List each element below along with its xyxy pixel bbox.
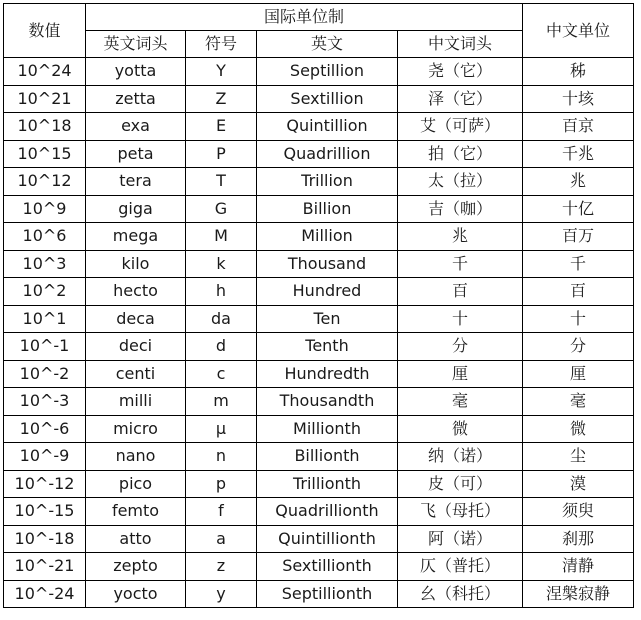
cell-value: 10^-3 <box>4 388 86 416</box>
cell-zh-prefix: 吉（咖） <box>398 195 523 223</box>
cell-zh-prefix: 飞（母托） <box>398 498 523 526</box>
header-zh-prefix: 中文词头 <box>398 31 523 58</box>
cell-en-prefix: yotta <box>86 58 186 86</box>
header-english: 英文 <box>257 31 398 58</box>
cell-en-prefix: nano <box>86 443 186 471</box>
cell-en-prefix: milli <box>86 388 186 416</box>
cell-english: Million <box>257 223 398 251</box>
cell-en-prefix: mega <box>86 223 186 251</box>
table-row <box>4 250 634 278</box>
table-row <box>4 525 634 553</box>
table-row <box>4 470 634 498</box>
table-row <box>4 168 634 196</box>
table-row <box>4 388 634 416</box>
cell-en-prefix: pico <box>86 470 186 498</box>
header-en-prefix: 英文词头 <box>86 31 186 58</box>
table-row <box>4 58 634 86</box>
cell-zh-prefix: 仄（普托） <box>398 553 523 581</box>
table-row <box>4 195 634 223</box>
cell-en-prefix: atto <box>86 525 186 553</box>
cell-value: 10^21 <box>4 85 86 113</box>
cell-english: Tenth <box>257 333 398 361</box>
cell-zh-unit: 百 <box>523 278 634 306</box>
cell-zh-prefix: 幺（科托） <box>398 580 523 608</box>
cell-zh-prefix: 兆 <box>398 223 523 251</box>
cell-symbol: da <box>186 305 257 333</box>
cell-zh-prefix: 泽（它） <box>398 85 523 113</box>
cell-zh-prefix: 纳（诺） <box>398 443 523 471</box>
cell-symbol: f <box>186 498 257 526</box>
cell-zh-prefix: 千 <box>398 250 523 278</box>
cell-zh-prefix: 毫 <box>398 388 523 416</box>
cell-symbol: P <box>186 140 257 168</box>
cell-english: Ten <box>257 305 398 333</box>
cell-symbol: m <box>186 388 257 416</box>
cell-value: 10^-1 <box>4 333 86 361</box>
header-row-1 <box>4 4 634 31</box>
header-symbol: 符号 <box>186 31 257 58</box>
table-row <box>4 553 634 581</box>
cell-value: 10^-21 <box>4 553 86 581</box>
cell-symbol: z <box>186 553 257 581</box>
cell-value: 10^-18 <box>4 525 86 553</box>
cell-en-prefix: zepto <box>86 553 186 581</box>
cell-en-prefix: tera <box>86 168 186 196</box>
cell-value: 10^-24 <box>4 580 86 608</box>
cell-en-prefix: yocto <box>86 580 186 608</box>
cell-symbol: M <box>186 223 257 251</box>
cell-en-prefix: zetta <box>86 85 186 113</box>
table-row <box>4 223 634 251</box>
cell-zh-unit: 涅槃寂静 <box>523 580 634 608</box>
table-row <box>4 498 634 526</box>
cell-value: 10^12 <box>4 168 86 196</box>
cell-zh-prefix: 百 <box>398 278 523 306</box>
cell-symbol: μ <box>186 415 257 443</box>
cell-value: 10^2 <box>4 278 86 306</box>
table-row <box>4 140 634 168</box>
table-body <box>4 58 634 608</box>
cell-zh-unit: 厘 <box>523 360 634 388</box>
table-row <box>4 85 634 113</box>
cell-zh-prefix: 分 <box>398 333 523 361</box>
cell-symbol: T <box>186 168 257 196</box>
cell-value: 10^9 <box>4 195 86 223</box>
cell-zh-unit: 千 <box>523 250 634 278</box>
cell-symbol: E <box>186 113 257 141</box>
si-prefix-table <box>3 3 634 608</box>
cell-english: Thousand <box>257 250 398 278</box>
cell-english: Billionth <box>257 443 398 471</box>
cell-symbol: d <box>186 333 257 361</box>
cell-en-prefix: femto <box>86 498 186 526</box>
cell-value: 10^3 <box>4 250 86 278</box>
cell-en-prefix: deca <box>86 305 186 333</box>
cell-zh-unit: 毫 <box>523 388 634 416</box>
cell-zh-unit: 百万 <box>523 223 634 251</box>
table-row <box>4 113 634 141</box>
cell-zh-prefix: 尧（它） <box>398 58 523 86</box>
cell-zh-unit: 十 <box>523 305 634 333</box>
cell-zh-unit: 尘 <box>523 443 634 471</box>
cell-en-prefix: centi <box>86 360 186 388</box>
cell-english: Quintillion <box>257 113 398 141</box>
cell-symbol: k <box>186 250 257 278</box>
cell-zh-prefix: 太（拉） <box>398 168 523 196</box>
header-value: 数值 <box>4 4 86 58</box>
cell-zh-unit: 刹那 <box>523 525 634 553</box>
cell-zh-unit: 百京 <box>523 113 634 141</box>
cell-zh-prefix: 微 <box>398 415 523 443</box>
table-row <box>4 305 634 333</box>
cell-en-prefix: kilo <box>86 250 186 278</box>
table-row <box>4 333 634 361</box>
cell-zh-prefix: 拍（它） <box>398 140 523 168</box>
header-zh-unit: 中文单位 <box>523 4 634 58</box>
cell-english: Septillion <box>257 58 398 86</box>
cell-english: Millionth <box>257 415 398 443</box>
cell-zh-prefix: 艾（可萨） <box>398 113 523 141</box>
table-row <box>4 278 634 306</box>
cell-zh-unit: 兆 <box>523 168 634 196</box>
cell-value: 10^18 <box>4 113 86 141</box>
cell-zh-unit: 十垓 <box>523 85 634 113</box>
cell-english: Billion <box>257 195 398 223</box>
table-row <box>4 415 634 443</box>
cell-zh-unit: 漠 <box>523 470 634 498</box>
cell-en-prefix: giga <box>86 195 186 223</box>
cell-english: Septillionth <box>257 580 398 608</box>
cell-value: 10^-12 <box>4 470 86 498</box>
table-row <box>4 360 634 388</box>
cell-symbol: n <box>186 443 257 471</box>
cell-english: Hundredth <box>257 360 398 388</box>
cell-symbol: c <box>186 360 257 388</box>
cell-value: 10^1 <box>4 305 86 333</box>
cell-symbol: h <box>186 278 257 306</box>
cell-en-prefix: deci <box>86 333 186 361</box>
cell-english: Trillionth <box>257 470 398 498</box>
cell-zh-prefix: 皮（可） <box>398 470 523 498</box>
cell-english: Sextillionth <box>257 553 398 581</box>
cell-en-prefix: exa <box>86 113 186 141</box>
header-si-group: 国际单位制 <box>86 4 523 31</box>
cell-zh-prefix: 十 <box>398 305 523 333</box>
cell-symbol: G <box>186 195 257 223</box>
cell-english: Quadrillionth <box>257 498 398 526</box>
cell-english: Trillion <box>257 168 398 196</box>
cell-english: Thousandth <box>257 388 398 416</box>
cell-symbol: Z <box>186 85 257 113</box>
cell-zh-unit: 千兆 <box>523 140 634 168</box>
cell-symbol: Y <box>186 58 257 86</box>
cell-english: Quadrillion <box>257 140 398 168</box>
cell-zh-prefix: 阿（诺） <box>398 525 523 553</box>
cell-zh-unit: 秭 <box>523 58 634 86</box>
cell-en-prefix: hecto <box>86 278 186 306</box>
cell-value: 10^-6 <box>4 415 86 443</box>
table-row <box>4 443 634 471</box>
cell-value: 10^15 <box>4 140 86 168</box>
cell-english: Hundred <box>257 278 398 306</box>
cell-en-prefix: micro <box>86 415 186 443</box>
cell-zh-unit: 须臾 <box>523 498 634 526</box>
cell-value: 10^24 <box>4 58 86 86</box>
cell-english: Sextillion <box>257 85 398 113</box>
cell-zh-unit: 清静 <box>523 553 634 581</box>
cell-zh-unit: 分 <box>523 333 634 361</box>
cell-value: 10^-9 <box>4 443 86 471</box>
cell-en-prefix: peta <box>86 140 186 168</box>
cell-value: 10^-2 <box>4 360 86 388</box>
cell-zh-prefix: 厘 <box>398 360 523 388</box>
cell-value: 10^-15 <box>4 498 86 526</box>
cell-symbol: y <box>186 580 257 608</box>
cell-value: 10^6 <box>4 223 86 251</box>
cell-zh-unit: 十亿 <box>523 195 634 223</box>
cell-zh-unit: 微 <box>523 415 634 443</box>
table-row <box>4 580 634 608</box>
cell-symbol: p <box>186 470 257 498</box>
cell-symbol: a <box>186 525 257 553</box>
cell-english: Quintillionth <box>257 525 398 553</box>
